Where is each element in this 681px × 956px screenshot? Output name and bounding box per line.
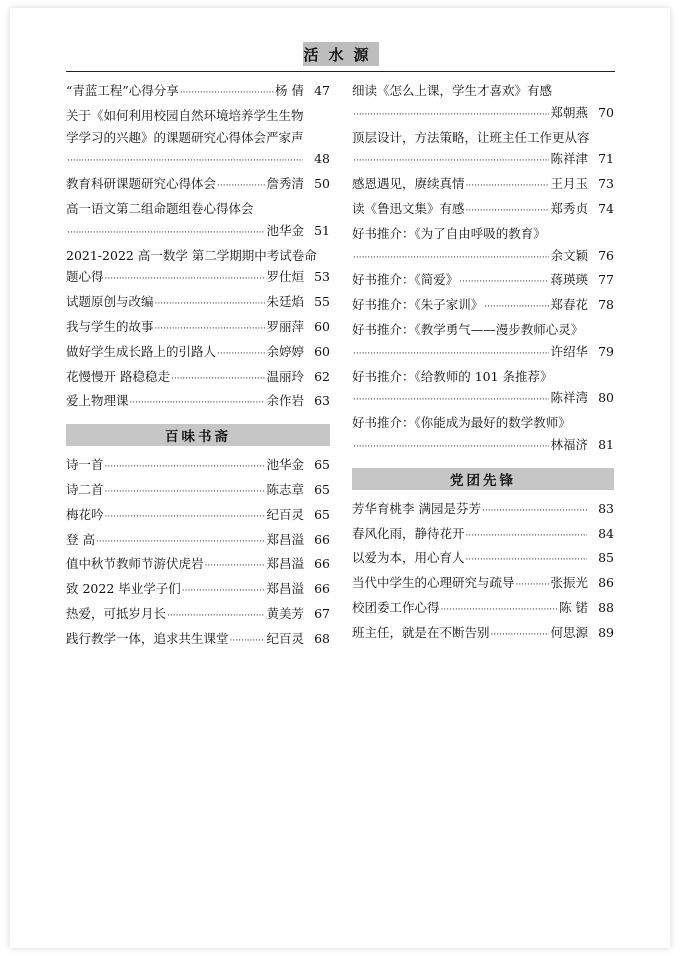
toc-entry-page: 80 <box>598 390 614 406</box>
toc-entry-page: 67 <box>314 605 330 621</box>
toc-entry-title-line: 好书推介：《给教师的 101 条推荐》 <box>352 368 553 384</box>
toc-entry-page: 65 <box>314 457 330 473</box>
leader-dots <box>167 606 265 628</box>
toc-entry <box>66 479 330 504</box>
toc-entry-title-line: 顶层设计，方法策略，让班主任工作更从容 <box>352 129 590 145</box>
toc-entry-author: 郑昌溢 <box>266 531 304 547</box>
leader-dots <box>217 176 265 198</box>
toc-entry <box>66 553 330 578</box>
toc-entry-row <box>66 173 330 198</box>
toc-entry-title: 致 2022 毕业学子们 <box>66 581 181 597</box>
leader-dots <box>459 272 549 294</box>
toc-entry-title: 践行教学一体，追求共生课堂 <box>66 630 229 646</box>
toc-entry-row <box>352 434 614 459</box>
toc-entry-author: 王月玉 <box>550 176 588 192</box>
leader-dots <box>466 550 587 572</box>
toc-entry-row <box>352 341 614 366</box>
toc-entry-row <box>352 498 614 523</box>
toc-entry-page: 60 <box>314 318 330 334</box>
toc-entry <box>352 622 614 647</box>
toc-entry-row <box>66 266 330 291</box>
leader-dots <box>466 526 587 548</box>
leader-dots <box>96 532 266 554</box>
toc-entry-page: 51 <box>314 222 330 238</box>
toc-entry-page: 86 <box>598 575 614 591</box>
leader-dots <box>466 201 550 223</box>
toc-entry <box>66 173 330 198</box>
toc-entry-title: 诗一首 <box>66 457 104 473</box>
leader-dots <box>353 151 549 173</box>
toc-entry-page: 76 <box>598 247 614 263</box>
toc-entry-page: 85 <box>598 550 614 566</box>
toc-entry-row <box>352 173 614 198</box>
leader-dots <box>516 575 550 597</box>
toc-entry-row <box>66 553 330 578</box>
toc-entry-title: 试题原创与改编 <box>66 294 154 310</box>
toc-entry <box>66 578 330 603</box>
toc-group-right-1 <box>352 80 614 459</box>
leader-dots <box>353 437 549 459</box>
leader-dots <box>67 151 303 173</box>
toc-entry-page: 47 <box>314 83 330 98</box>
toc-entry-row <box>352 245 614 270</box>
toc-entry <box>352 294 614 319</box>
leader-dots <box>491 625 550 647</box>
toc-entry-title: 值中秋节教师节游伏虎岩 <box>66 556 204 572</box>
toc-entry-title-line: 关于《如何利用校园自然环境培养学生生物 <box>66 107 304 123</box>
leader-dots <box>353 248 549 270</box>
toc-entry-page: 78 <box>598 297 614 313</box>
toc-entry-title: 校团委工作心得 <box>352 599 440 615</box>
toc-entry-title: 我与学生的故事 <box>66 318 154 334</box>
toc-entry-title: 班主任，就是在不断告别 <box>352 624 490 640</box>
toc-entry-page: 62 <box>314 368 330 384</box>
toc-entry-row <box>66 628 330 653</box>
leader-dots <box>182 581 266 603</box>
toc-entry-author: 郑昌溢 <box>266 556 304 572</box>
toc-entry-row <box>352 198 614 223</box>
toc-entry-page: 65 <box>314 506 330 522</box>
toc-entry <box>352 597 614 622</box>
toc-entry-row <box>66 341 330 366</box>
toc-entry-row <box>66 80 330 105</box>
toc-entry-row <box>352 102 614 127</box>
toc-entry-page: 88 <box>598 599 614 615</box>
toc-entry-row <box>66 220 330 245</box>
toc-entry-row <box>66 291 330 316</box>
leader-dots <box>105 507 266 529</box>
toc-entry-author: 林福济 <box>550 436 588 452</box>
toc-entry-page: 66 <box>314 531 330 547</box>
leader-dots <box>482 501 587 523</box>
toc-entry-row <box>352 148 614 173</box>
toc-group-right-2 <box>352 498 614 647</box>
leader-dots <box>205 556 266 578</box>
leader-dots <box>230 631 266 653</box>
toc-entry-row <box>66 529 330 554</box>
section-header-dangtuan: 党团先锋 <box>352 468 614 490</box>
toc-entry-row <box>66 316 330 341</box>
toc-entry-title: 好书推介：《朱子家训》 <box>352 297 484 313</box>
toc-entry <box>352 319 614 366</box>
toc-entry-author: 郑朝燕 <box>550 104 588 120</box>
leader-dots <box>105 457 266 479</box>
toc-entry-title: 梅花吟 <box>66 506 104 522</box>
toc-entry-page: 53 <box>314 269 330 285</box>
toc-entry-page: 63 <box>314 393 330 409</box>
toc-entry-title: 感恩遇见，赓续真情 <box>352 176 465 192</box>
toc-entry-author: 纪百灵 <box>266 506 304 522</box>
toc-entry-author: 郑春花 <box>550 297 588 313</box>
toc-entry <box>66 390 330 415</box>
toc-entry-title: 当代中学生的心理研究与疏导 <box>352 575 515 591</box>
toc-entry <box>66 504 330 529</box>
toc-entry <box>66 603 330 628</box>
toc-entry-page: 65 <box>314 481 330 497</box>
leader-dots <box>155 319 266 341</box>
toc-entry-author: 黄美芳 <box>266 605 304 621</box>
toc-entry-title: 热爱，可抵岁月长 <box>66 605 167 621</box>
toc-entry <box>66 366 330 391</box>
toc-entry-row <box>352 597 614 622</box>
toc-entry <box>66 80 330 105</box>
toc-entry-row <box>66 366 330 391</box>
toc-entry-page: 66 <box>314 581 330 597</box>
toc-entry-row <box>352 269 614 294</box>
toc-entry-row <box>66 454 330 479</box>
toc-group-left-1 <box>66 80 330 415</box>
toc-entry <box>352 173 614 198</box>
toc-entry-title: 花慢慢开 路稳稳走 <box>66 368 170 384</box>
toc-entry-row <box>352 387 614 412</box>
toc-entry-page: 74 <box>598 200 614 216</box>
toc-entry-title: 以爱为本，用心育人 <box>352 550 465 566</box>
toc-entry <box>352 127 614 174</box>
toc-entry-row <box>352 294 614 319</box>
page-title: 活水源 <box>303 42 379 66</box>
section-header-baiwei: 百味书斋 <box>66 424 330 446</box>
toc-entry-page: 79 <box>598 343 614 359</box>
toc-entry-page: 89 <box>598 624 614 640</box>
toc-entry <box>66 198 330 245</box>
toc-entry-row <box>66 504 330 529</box>
toc-entry-row <box>66 603 330 628</box>
toc-entry <box>66 454 330 479</box>
toc-entry <box>352 547 614 572</box>
title-divider <box>66 71 615 72</box>
toc-left-column <box>66 80 330 653</box>
leader-dots <box>180 83 274 105</box>
toc-entry <box>352 572 614 597</box>
toc-entry-author: 陈志章 <box>266 481 304 497</box>
leader-dots <box>105 269 266 291</box>
toc-entry-author: 罗丽萍 <box>266 318 304 334</box>
toc-entry-title-line: 细读《怎么上课，学生才喜欢》有感 <box>352 83 553 98</box>
leader-dots <box>155 294 266 316</box>
toc-entry-page: 84 <box>598 525 614 541</box>
toc-entry <box>352 223 614 270</box>
toc-entry <box>352 412 614 459</box>
toc-entry-author: 池华金 <box>266 457 304 473</box>
leader-dots <box>353 390 549 412</box>
leader-dots <box>441 600 559 622</box>
toc-entry-row <box>66 390 330 415</box>
toc-entry-author: 郑昌溢 <box>266 581 304 597</box>
toc-entry-author: 余婷婷 <box>266 343 304 359</box>
toc-entry-title: 登 高 <box>66 531 95 547</box>
toc-entry-page: 48 <box>314 151 330 167</box>
toc-entry-page: 66 <box>314 556 330 572</box>
toc-entry-author: 余文颖 <box>550 247 588 263</box>
toc-entry <box>352 498 614 523</box>
toc-entry-title: 读《鲁迅文集》有感 <box>352 200 465 216</box>
leader-dots <box>217 344 265 366</box>
toc-entry-author: 詹秀清 <box>266 176 304 192</box>
toc-entry-row <box>66 578 330 603</box>
toc-entry-author: 纪百灵 <box>266 630 304 646</box>
toc-entry-page: 50 <box>314 176 330 192</box>
leader-dots <box>353 344 549 366</box>
toc-entry-author: 许绍华 <box>550 343 588 359</box>
toc-entry-page: 71 <box>598 151 614 167</box>
toc-entry-page: 73 <box>598 176 614 192</box>
leader-dots <box>67 223 265 245</box>
toc-entry-row <box>66 148 330 173</box>
toc-entry-author: 陈 锘 <box>559 599 588 615</box>
leader-dots <box>105 482 266 504</box>
toc-entry-page: 83 <box>598 500 614 516</box>
toc-entry <box>66 529 330 554</box>
toc-entry-title-line: 好书推介：《你能成为最好的数学教师》 <box>352 415 571 431</box>
toc-entry-title: 做好学生成长路上的引路人 <box>66 343 217 359</box>
toc-entry-title: 好书推介：《简爱》 <box>352 272 459 288</box>
toc-entry-row <box>352 622 614 647</box>
toc-entry-title: “青蓝工程”心得分享 <box>66 83 179 98</box>
toc-entry-author: 朱廷焰 <box>266 294 304 310</box>
toc-entry <box>66 105 330 173</box>
toc-entry-author: 陈祥湾 <box>550 390 588 406</box>
toc-right-column <box>352 80 614 647</box>
toc-entry-row <box>352 547 614 572</box>
toc-entry-title: 教育科研课题研究心得体会 <box>66 176 217 192</box>
toc-entry <box>352 198 614 223</box>
toc-entry-title-line: 高一语文第二组命题组卷心得体会 <box>66 200 254 216</box>
leader-dots <box>353 105 549 127</box>
toc-entry-title: 爱上物理课 <box>66 393 129 409</box>
toc-group-left-2 <box>66 454 330 652</box>
toc-entry-page: 81 <box>598 436 614 452</box>
toc-entry-author: 池华金 <box>266 222 304 238</box>
toc-entry-page: 55 <box>314 294 330 310</box>
toc-entry <box>352 269 614 294</box>
toc-entry <box>352 523 614 548</box>
toc-entry <box>66 341 330 366</box>
toc-entry-title: 春风化雨，静待花开 <box>352 525 465 541</box>
toc-entry-title-line: 2021-2022 高一数学 第二学期期中考试卷命 <box>66 247 317 263</box>
toc-entry-title: 题心得 <box>66 269 104 285</box>
toc-entry <box>66 291 330 316</box>
leader-dots <box>130 393 266 415</box>
toc-entry-page: 68 <box>314 630 330 646</box>
toc-entry-author: 张振光 <box>550 575 588 591</box>
toc-entry-author: 余作岩 <box>266 393 304 409</box>
leader-dots <box>171 369 266 391</box>
toc-entry-author: 杨 倩 <box>275 83 304 98</box>
toc-entry-page: 70 <box>598 104 614 120</box>
toc-entry-author: 陈祥津 <box>550 151 588 167</box>
toc-entry-author: 温丽玲 <box>266 368 304 384</box>
toc-entry-page: 60 <box>314 343 330 359</box>
toc-entry-title-line: 好书推介：《为了自由呼吸的教育》 <box>352 225 546 241</box>
toc-entry-author: 郑秀贞 <box>550 200 588 216</box>
toc-entry-page: 77 <box>598 272 614 288</box>
toc-entry-row <box>66 479 330 504</box>
toc-entry-title-line: 好书推介：《教学勇气——漫步教师心灵》 <box>352 321 584 337</box>
toc-entry-author: 罗仕烜 <box>266 269 304 285</box>
leader-dots <box>484 297 549 319</box>
toc-entry-title: 芳华育桃李 满园是芬芳 <box>352 500 481 516</box>
toc-entry <box>66 316 330 341</box>
toc-entry-row <box>352 523 614 548</box>
toc-entry <box>352 366 614 413</box>
leader-dots <box>466 176 550 198</box>
toc-entry <box>352 80 614 127</box>
toc-entry-row <box>352 572 614 597</box>
toc-entry <box>66 245 330 292</box>
toc-entry-author: 蒋瑛瑛 <box>550 272 588 288</box>
toc-entry-title-line: 学学习的兴趣》的课题研究心得体会严家声 <box>66 129 304 145</box>
toc-entry-title: 诗二首 <box>66 481 104 497</box>
toc-entry-author: 何思源 <box>550 624 588 640</box>
toc-entry <box>66 628 330 653</box>
